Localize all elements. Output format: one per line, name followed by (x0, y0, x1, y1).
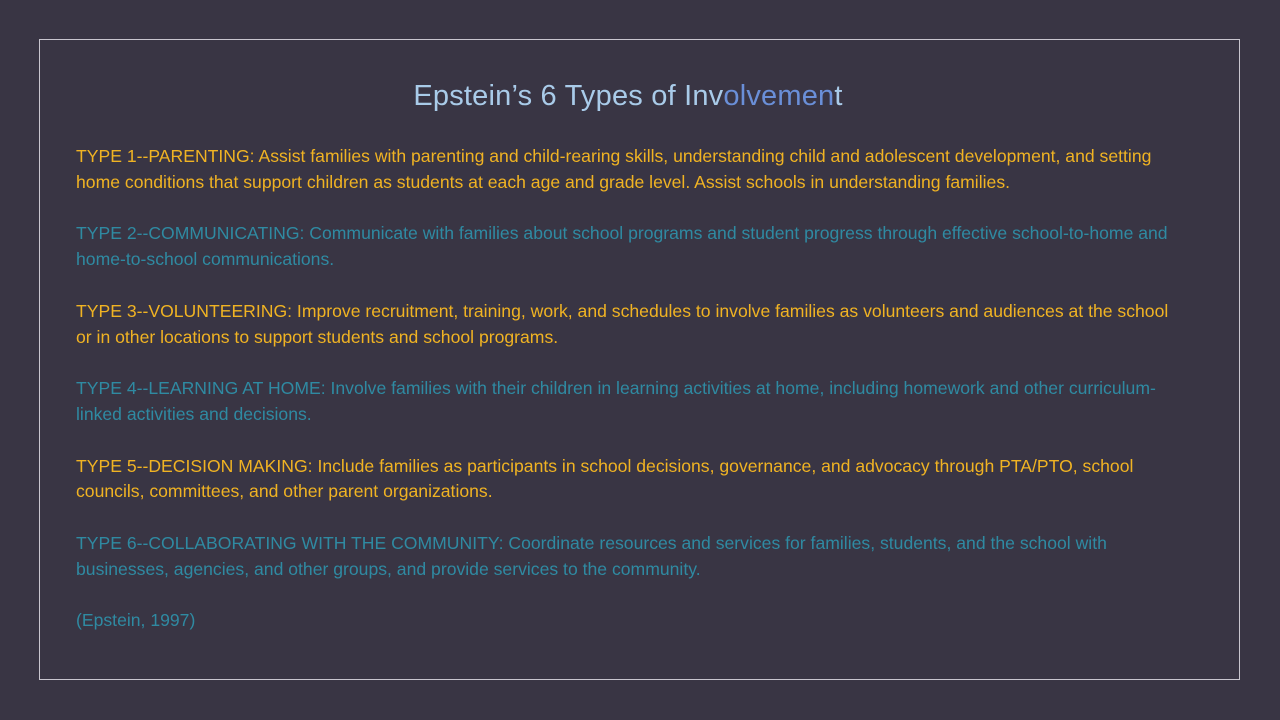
title-accent: olvemen (723, 80, 835, 112)
types-list (76, 144, 1186, 634)
type-1-parenting: TYPE 1--PARENTING: Assist families with parenting and child-rearing skills, understanding child and adolescent development, and setting home conditions that support children as students at each age and grade level. Assist schools in understanding families. (76, 146, 1152, 192)
type-4-learning-at-home: TYPE 4--LEARNING AT HOME: Involve families with their children in learning activities at home, including homework and other curriculum-linked activities and decisions. (76, 378, 1156, 424)
citation: (Epstein, 1997) (76, 610, 196, 631)
title-end: t (834, 80, 843, 112)
type-3-volunteering: TYPE 3--VOLUNTEERING: Improve recruitment, training, work, and schedules to involve families as volunteers and audiences at the school or in other locations to support students and school programs. (76, 300, 1169, 347)
type-5-decision-making: TYPE 5--DECISION MAKING: Include families as participants in school decisions, governance, and advocacy through PTA/PTO, school councils, committees, and other parent organizations. (76, 455, 1134, 502)
title-main: Epstein’s 6 Types of Inv (413, 80, 724, 112)
type-2-communicating: TYPE 2--COMMUNICATING: Communicate with families about school programs and student progress through effective school-to-home and home-to-school communications. (76, 223, 1168, 270)
slide-title (0, 80, 1256, 113)
type-6-collaborating: TYPE 6--COLLABORATING WITH THE COMMUNITY: Coordinate resources and services for families, students, and the school with businesses, agencies, and other groups, and provide services to the community. (76, 532, 1107, 579)
